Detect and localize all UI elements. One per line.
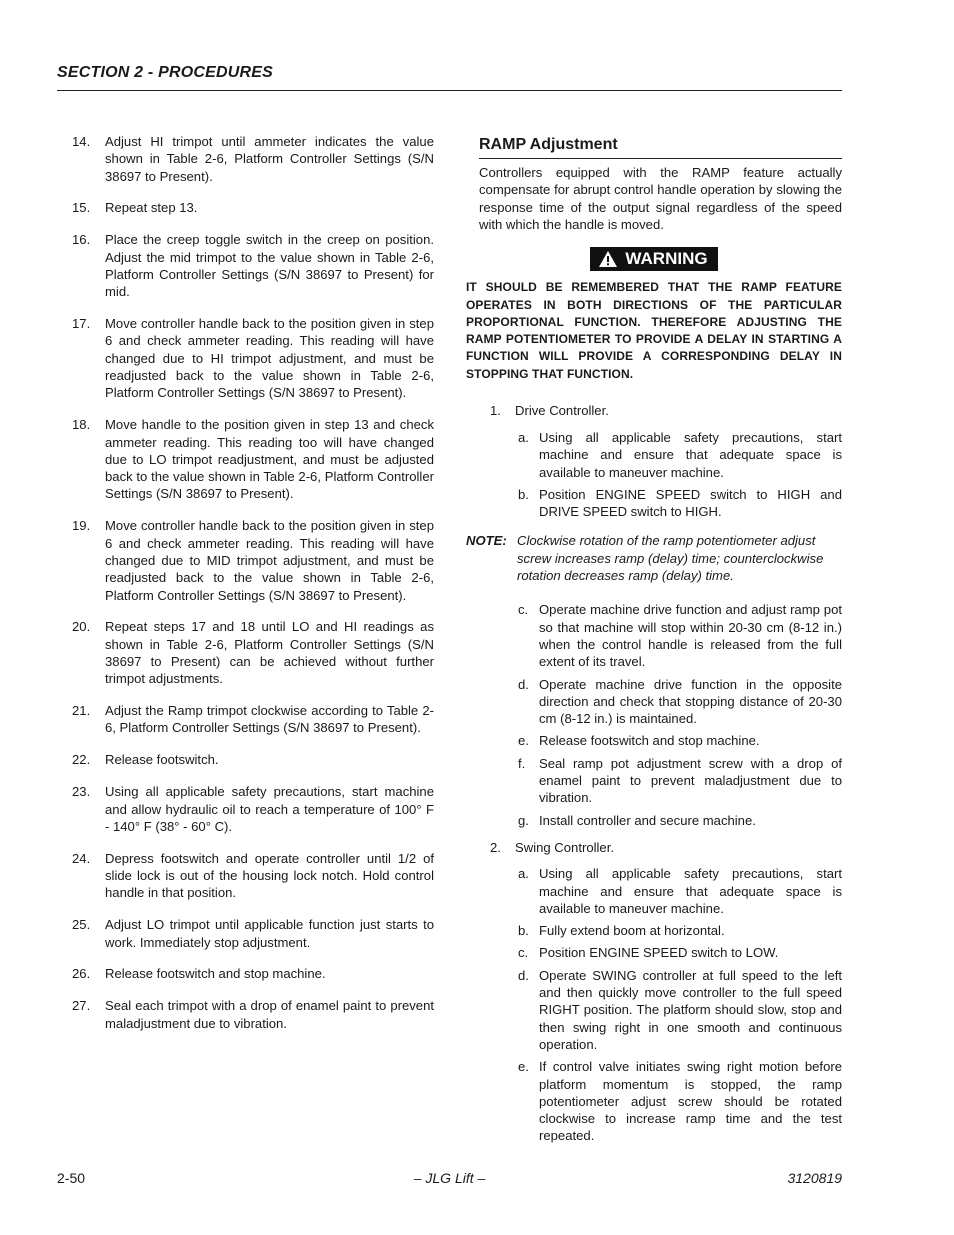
step-text: Repeat steps 17 and 18 until LO and HI readings as shown in Table 2-6, Platform Controller Settings (S/N 38697 to Present) can be achieved without further trimpot adjustments. [105,619,434,687]
step-number: 27. [72,998,91,1014]
step-20 [72,618,434,687]
substep-letter: b. [518,923,529,939]
step-number: 20. [72,619,91,635]
substep-letter: e. [518,733,529,749]
step-number: 15. [72,200,91,216]
step-18 [72,416,434,502]
substep-letter: c. [518,945,529,961]
substep-letter: a. [518,866,529,882]
step-text: Move controller handle back to the position given in step 6 and check ammeter reading. This reading will have changed due to HI trimpot adjustment, and must be readjusted back to the value shown in Table 2-6, Platform Controller Settings (S/N 38697 to Present). [105,316,434,401]
step-number: 17. [72,316,91,332]
substep-a [518,429,842,481]
note-text: Clockwise rotation of the ramp potentiometer adjust screw increases ramp (delay) time; counterclockwise rotation decreases ramp (delay) time. [517,533,824,584]
step-17 [72,315,434,401]
substep-letter: c. [518,602,529,618]
substep-text: Operate SWING controller at full speed to the left and then quickly move controller to the full speed RIGHT position. The platform should slow, stop and then swing right in one smooth and continuous operation. [539,967,842,1052]
step-23 [72,783,434,835]
step-26 [72,965,434,982]
ramp-intro-paragraph: Controllers equipped with the RAMP feature actually compensate for abrupt control handle operation by slowing the response time of the output signal regardless of the speed with which the handle is moved. [479,165,842,232]
step-number: 14. [72,134,91,149]
warning-badge [590,247,717,271]
step-text: Release footswitch. [105,752,219,768]
item-number: 2. [490,839,501,855]
footer-brand: – JLG Lift – [413,1170,486,1186]
swing-controller-substeps [518,865,842,1144]
step-text: Move controller handle back to the position given in step 6 and check ammeter reading. This reading will have changed due to MID trimpot adjustment, and must be readjusted back to the value shown in Table 2-6, Platform Controller Settings (S/N 38697 to Present). [105,518,434,603]
step-19 [72,517,434,603]
step-number: 23. [72,784,91,800]
step-number: 16. [72,232,91,248]
note-block [466,532,842,584]
drive-controller-substeps [518,429,842,520]
substep-c [518,601,842,670]
substep-letter: a. [518,430,529,445]
warning-triangle-icon [598,250,618,268]
step-number: 18. [72,417,91,433]
substep-g [518,812,842,829]
item-label: Swing Controller. [515,839,614,855]
substep-e [518,732,842,749]
substep-text: Position ENGINE SPEED switch to LOW. [539,945,779,961]
page-number: 2-50 [57,1170,86,1186]
substep-text: Seal ramp pot adjustment screw with a drop of enamel paint to prevent maladjustment due to vibration. [539,755,842,806]
step-text: Adjust HI trimpot until ammeter indicates the value shown in Table 2-6, Platform Controller Settings (S/N 38697 to Present). [105,134,434,184]
substep-letter: d. [518,967,529,983]
item-number: 1. [490,402,501,418]
step-16 [72,231,434,300]
substep-a [518,865,842,917]
left-column [72,133,434,1046]
substep-letter: b. [518,486,529,502]
step-14 [72,133,434,185]
substep-d [518,676,842,728]
step-text: Place the creep toggle switch in the creep on position. Adjust the mid trimpot to the value shown in Table 2-6, Platform Controller Settings (S/N 38697 to Present) for mid. [105,232,434,300]
step-25 [72,916,434,951]
section-title: SECTION 2 - PROCEDURES [57,64,273,81]
substep-e [518,1058,842,1144]
ramp-adjustment-heading: RAMP Adjustment [479,136,618,153]
step-text: Adjust LO trimpot until applicable function just starts to work. Immediately stop adjustment. [105,917,434,950]
substep-letter: d. [518,676,529,692]
step-21 [72,702,434,737]
step-text: Depress footswitch and operate controller until 1/2 of slide lock is out of the housing lock notch. Hold control handle in that position. [105,850,434,901]
step-number: 26. [72,966,91,982]
page-header [57,64,842,82]
substep-text: Using all applicable safety precautions, start machine and ensure that adequate space is available to maneuver machine. [539,430,842,480]
substep-f [518,755,842,807]
substep-letter: f. [518,755,526,771]
substep-text: Using all applicable safety precautions, start machine and ensure that adequate space is available to maneuver machine. [539,866,842,916]
step-number: 21. [72,703,91,719]
step-text: Seal each trimpot with a drop of enamel paint to prevent maladjustment due to vibration. [105,998,434,1031]
step-15 [72,199,434,216]
warning-text: IT SHOULD BE REMEMBERED THAT THE RAMP FEATURE OPERATES IN BOTH DIRECTIONS OF THE PARTICULAR PROPORTIONAL FUNCTION. THEREFORE ADJUSTING THE RAMP POTENTIOMETER TO PROVIDE A DELAY IN STARTING A FUNCTION WILL PROVIDE A CORRESPONDING DELAY IN STOPPING THAT FUNCTION. [466,280,842,381]
step-text: Repeat step 13. [105,200,198,216]
step-number: 24. [72,850,91,866]
substep-c [518,944,842,961]
heading-rule [479,158,842,159]
right-column [466,133,842,1145]
substep-text: Install controller and secure machine. [539,812,756,828]
step-number: 22. [72,752,91,768]
step-number: 19. [72,518,91,534]
document-number: 3120819 [787,1170,842,1186]
substep-text: Position ENGINE SPEED switch to HIGH and DRIVE SPEED switch to HIGH. [539,486,842,520]
swing-controller-item [466,839,842,856]
substep-text: If control valve initiates swing right motion before platform momentum is stopped, the ramp potentiometer adjust screw should be rotated clockwise to increase ramp time and the test repeated. [539,1059,842,1144]
warning-block [466,247,842,272]
note-label: NOTE: [466,533,507,549]
step-27 [72,997,434,1032]
drive-controller-substeps-continued [518,601,842,829]
step-24 [72,850,434,902]
step-text: Move handle to the position given in step 13 and check ammeter reading. This reading too will have changed due to LO trimpot readjustment, and must be adjusted back to the value shown in Table 2-6, Platform Controller Settings (S/N 38697 to Present). [105,417,434,502]
substep-letter: g. [518,812,529,828]
substep-text: Release footswitch and stop machine. [539,733,760,749]
item-label: Drive Controller. [515,402,609,418]
substep-letter: e. [518,1059,529,1075]
step-text: Adjust the Ramp trimpot clockwise according to Table 2-6, Platform Controller Settings (S/N 38697 to Present). [105,703,434,736]
drive-controller-item [466,402,842,419]
substep-text: Operate machine drive function in the opposite direction and check that stopping distance of 20-30 cm (8-12 in.) is maintained. [539,676,842,727]
header-rule [57,90,842,91]
warning-label: WARNING [625,249,708,269]
substep-b [518,922,842,939]
step-number: 25. [72,917,91,933]
step-text: Release footswitch and stop machine. [105,966,326,982]
substep-d [518,967,842,1053]
step-text: Using all applicable safety precautions, start machine and allow hydraulic oil to reach a temperature of 100° F - 140° F (38° - 60° C). [105,784,434,834]
substep-text: Fully extend boom at horizontal. [539,923,725,939]
substep-text: Operate machine drive function and adjust ramp pot so that machine will stop within 20-30 cm (8-12 in.) when the control handle is released from the full extent of its travel. [539,602,842,670]
substep-b [518,486,842,521]
step-22 [72,751,434,768]
